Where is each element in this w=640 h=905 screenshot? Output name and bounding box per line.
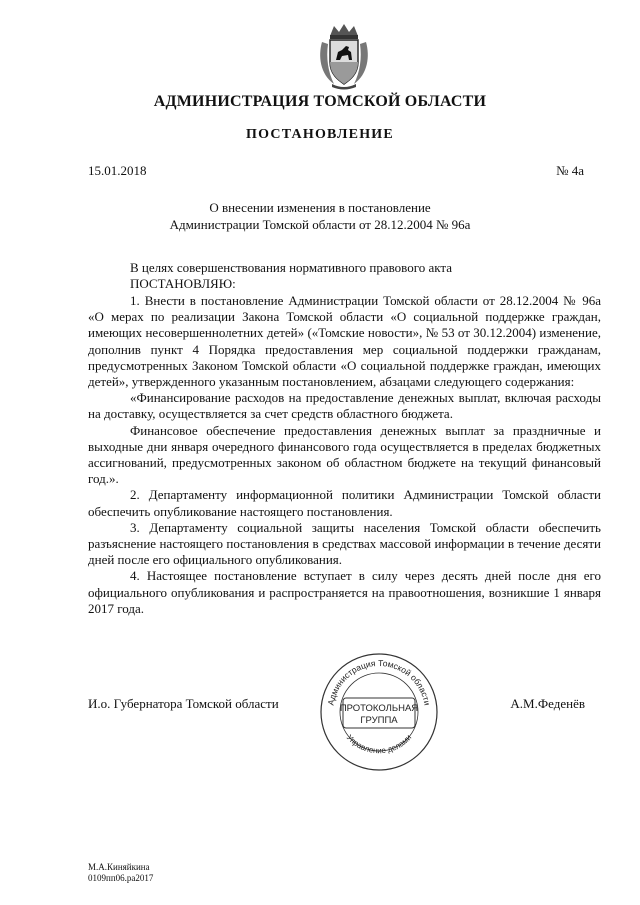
body-paragraph: 3. Департаменту социальной защиты населения Томской области обеспечить разъяснение настоящего постановления в средствах массовой информации в течение десяти дней после его официального опубликования. [88,519,601,568]
subject-line: О внесении изменения в постановление [209,200,431,215]
body-paragraph: 4. Настоящее постановление вступает в силу через десять дней после дня его официального опубликования и распространяется на правоотношения, возникшие 1 января 2017 года. [88,568,601,616]
stamp-ring-bottom: Управление делами [344,732,414,756]
document-date: 15.01.2018 [88,163,147,178]
stamp-center-line: ПРОТОКОЛЬНАЯ [339,703,419,714]
signatory-position: И.о. Губернатора Томской области [88,696,279,711]
document-subject [0,199,640,233]
stamp-ring-text: Администрация Томской области [325,657,433,707]
subject-line: Администрации Томской области от 28.12.2004 № 96а [169,217,471,232]
signatory-name: А.М.Феденёв [510,696,585,711]
stamp-center-line: ГРУППА [360,715,398,726]
document-type: ПОСТАНОВЛЕНИЕ [246,127,394,142]
organization-title: АДМИНИСТРАЦИЯ ТОМСКОЙ ОБЛАСТИ [153,93,487,110]
body-paragraph: Финансовое обеспечение предоставления денежных выплат за праздничные и выходные дни января очередного финансового года осуществляется в пределах бюджетных ассигнований, предусмотренных законом об областном бюджете на текущий финансовый год.». [88,422,601,487]
preamble-decree: ПОСТАНОВЛЯЮ: [130,276,236,291]
tomsk-region-coat-of-arms-icon [316,22,372,90]
preamble-line: В целях совершенствования нормативного правового акта [130,260,453,275]
body-paragraph: 2. Департаменту информационной политики Администрации Томской области обеспечить опубликование настоящего постановления. [88,487,601,519]
document-code: 0109пп06.ра2017 [88,873,154,883]
official-stamp [317,650,441,774]
document-body [88,293,601,617]
document-number: № 4а [556,163,584,178]
body-paragraph: «Финансирование расходов на предоставление денежных выплат, включая расходы на доставку, осуществляется за счет средств областного бюджета. [88,390,601,422]
svg-text:Администрация Томской области [325,658,432,706]
executor-name: М.А.Киняйкина [88,862,150,872]
svg-text:Управление делами [345,733,413,755]
footer-note [88,862,153,884]
preamble [130,260,452,292]
body-paragraph: 1. Внести в постановление Администрации Томской области от 28.12.2004 № 96а «О мерах по реализации Закона Томской области «О социальной поддержке граждан, имеющих несовершеннолетних детей» («Томские новости», № 53 от 30.12.2004) изменение, дополнив пункт 4 Порядка предоставления мер социальной поддержки гражданам, предусмотренных Законом Томской области «О социальной поддержке граждан, имеющих детей», утвержденного указанным постановлением, абзацами следующего содержания: [88,293,601,390]
